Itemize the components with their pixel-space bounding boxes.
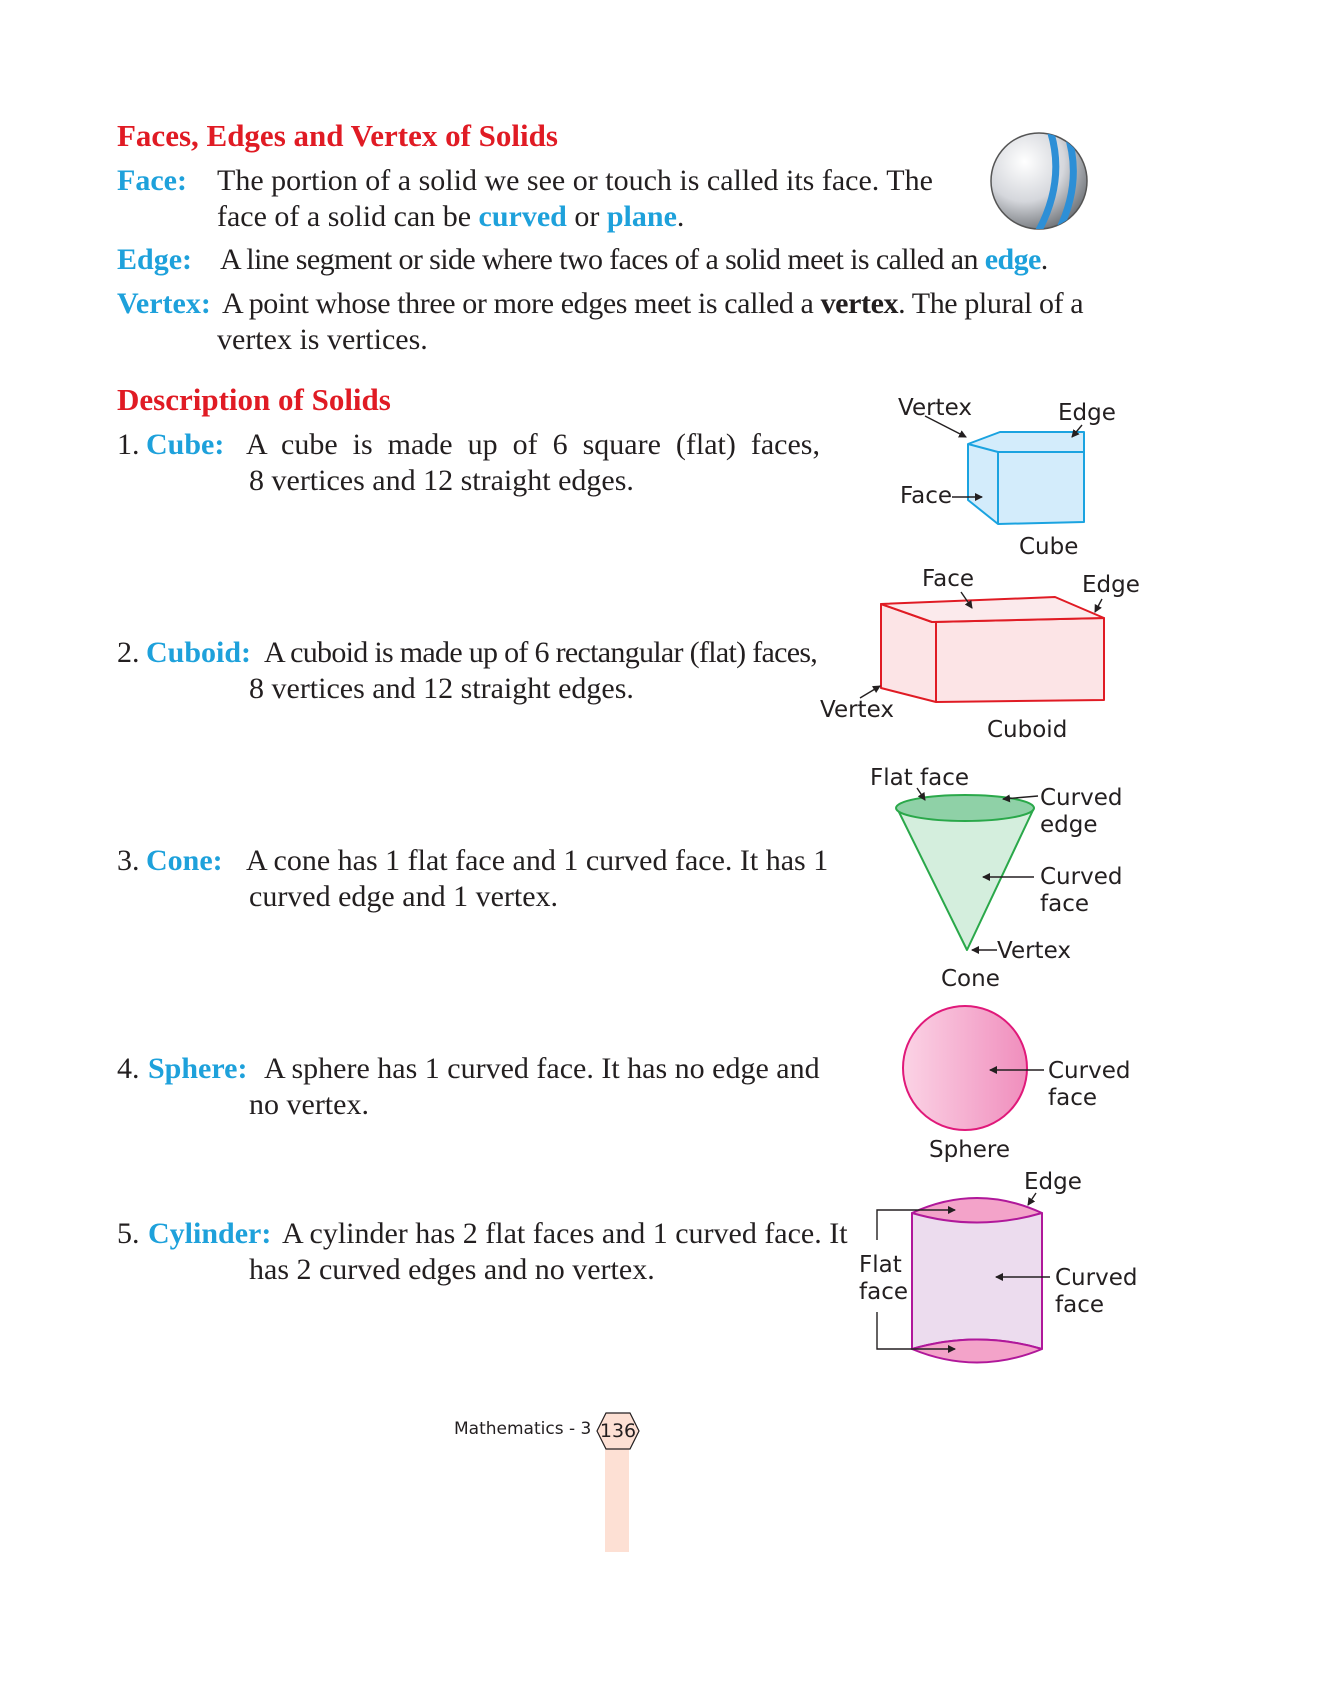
section-heading-description-of-solids: Description of Solids xyxy=(117,382,391,417)
item-cone-line2: curved edge and 1 vertex. xyxy=(249,880,559,913)
face-term: Face: xyxy=(117,164,187,197)
footer-book-title: Mathematics - 3 xyxy=(454,1419,592,1439)
item-sphere-line2: no vertex. xyxy=(249,1088,369,1121)
cylinder-curved-face-label xyxy=(1055,1265,1137,1319)
item-cylinder-number: 5. xyxy=(117,1217,140,1250)
item-cube-line1: A cube is made up of 6 square (flat) faces, xyxy=(246,428,820,461)
cone-caption: Cone xyxy=(941,966,1000,992)
item-sphere-number: 4. xyxy=(117,1052,140,1085)
cone-curved-face-label-line2: face xyxy=(1040,891,1089,917)
item-cylinder-line1: A cylinder has 2 flat faces and 1 curved face. It xyxy=(282,1217,848,1250)
cuboid-caption: Cuboid xyxy=(987,717,1068,743)
edge-term: Edge: xyxy=(117,243,192,276)
item-cylinder-term: Cylinder: xyxy=(148,1217,272,1250)
keyword-vertex: vertex xyxy=(820,287,899,320)
cylinder-flat-face-label-line1: Flat xyxy=(859,1252,902,1278)
cube-edge-label: Edge xyxy=(1058,400,1116,426)
cone-curved-edge-label-line1: Curved xyxy=(1040,785,1123,811)
item-cube-number: 1. xyxy=(117,428,140,461)
cuboid-vertex-label: Vertex xyxy=(820,697,894,723)
vertex-definition-post: . The plural of a xyxy=(898,287,1084,320)
vertex-term: Vertex: xyxy=(117,287,211,320)
cone-curved-face-label-line1: Curved xyxy=(1040,864,1123,890)
cone-curved-edge-label xyxy=(1040,785,1122,839)
cone-curved-face-label xyxy=(1040,864,1122,918)
footer-decorative-bar xyxy=(605,1446,629,1552)
item-cuboid-line1: A cuboid is made up of 6 rectangular (flat) faces, xyxy=(264,636,818,669)
cylinder-shape xyxy=(912,1198,1042,1363)
cube-face-label: Face xyxy=(900,483,953,509)
sphere-caption: Sphere xyxy=(929,1137,1011,1163)
item-cone-number: 3. xyxy=(117,844,140,877)
edge-definition-end: . xyxy=(1040,243,1048,276)
vertex-definition-line2: vertex is vertices. xyxy=(217,323,428,356)
item-sphere-line1: A sphere has 1 curved face. It has no edge and xyxy=(264,1052,820,1085)
sphere-shape xyxy=(903,1006,1027,1130)
keyword-plane: plane xyxy=(606,200,677,233)
cylinder-edge-label: Edge xyxy=(1024,1169,1082,1195)
edge-definition-text: A line segment or side where two faces of a solid meet is called an xyxy=(220,243,985,276)
page-number: 136 xyxy=(599,1420,637,1442)
item-cube-line2: 8 vertices and 12 straight edges. xyxy=(249,464,634,497)
cube-caption: Cube xyxy=(1019,534,1079,560)
sphere-curved-face-label-line2: face xyxy=(1048,1085,1097,1111)
sphere-curved-face-label xyxy=(1048,1058,1130,1112)
item-cone-line1: A cone has 1 flat face and 1 curved face. It has 1 xyxy=(246,844,829,877)
cuboid-shape xyxy=(881,597,1104,702)
cube-vertex-label: Vertex xyxy=(898,395,972,421)
sphere-curved-face-label-line1: Curved xyxy=(1048,1058,1131,1084)
cone-shape xyxy=(896,795,1034,950)
keyword-edge: edge xyxy=(984,243,1041,276)
cuboid-face-label: Face xyxy=(922,566,975,592)
cuboid-edge-label: Edge xyxy=(1082,572,1140,598)
item-cuboid-term: Cuboid: xyxy=(146,636,252,669)
cube-shape xyxy=(968,432,1084,524)
cylinder-flat-face-label xyxy=(859,1252,908,1306)
item-cone-term: Cone: xyxy=(146,844,223,877)
keyword-curved: curved xyxy=(478,200,567,233)
cylinder-curved-face-label-line2: face xyxy=(1055,1292,1104,1318)
item-cuboid-number: 2. xyxy=(117,636,140,669)
cylinder-curved-face-label-line1: Curved xyxy=(1055,1265,1138,1291)
face-definition-line1: The portion of a solid we see or touch is called its face. The xyxy=(217,164,933,197)
cone-curved-edge-label-line2: edge xyxy=(1040,812,1098,838)
item-sphere-term: Sphere: xyxy=(148,1052,248,1085)
item-cube-term: Cube: xyxy=(146,428,225,461)
vertex-definition-text: A point whose three or more edges meet is called a xyxy=(222,287,821,320)
face-definition-end: . xyxy=(676,200,685,233)
cylinder-flat-face-label-line2: face xyxy=(859,1279,908,1305)
section-heading-faces-edges-vertex: Faces, Edges and Vertex of Solids xyxy=(117,118,558,153)
face-definition-text: face of a solid can be xyxy=(217,200,479,233)
cone-flat-face-label: Flat face xyxy=(870,765,970,791)
face-definition-or: or xyxy=(566,200,607,233)
item-cylinder-line2: has 2 curved edges and no vertex. xyxy=(249,1253,655,1286)
cuboid-edge-pointer xyxy=(1095,599,1102,612)
cone-vertex-label: Vertex xyxy=(997,938,1071,964)
item-cuboid-line2: 8 vertices and 12 straight edges. xyxy=(249,672,634,705)
